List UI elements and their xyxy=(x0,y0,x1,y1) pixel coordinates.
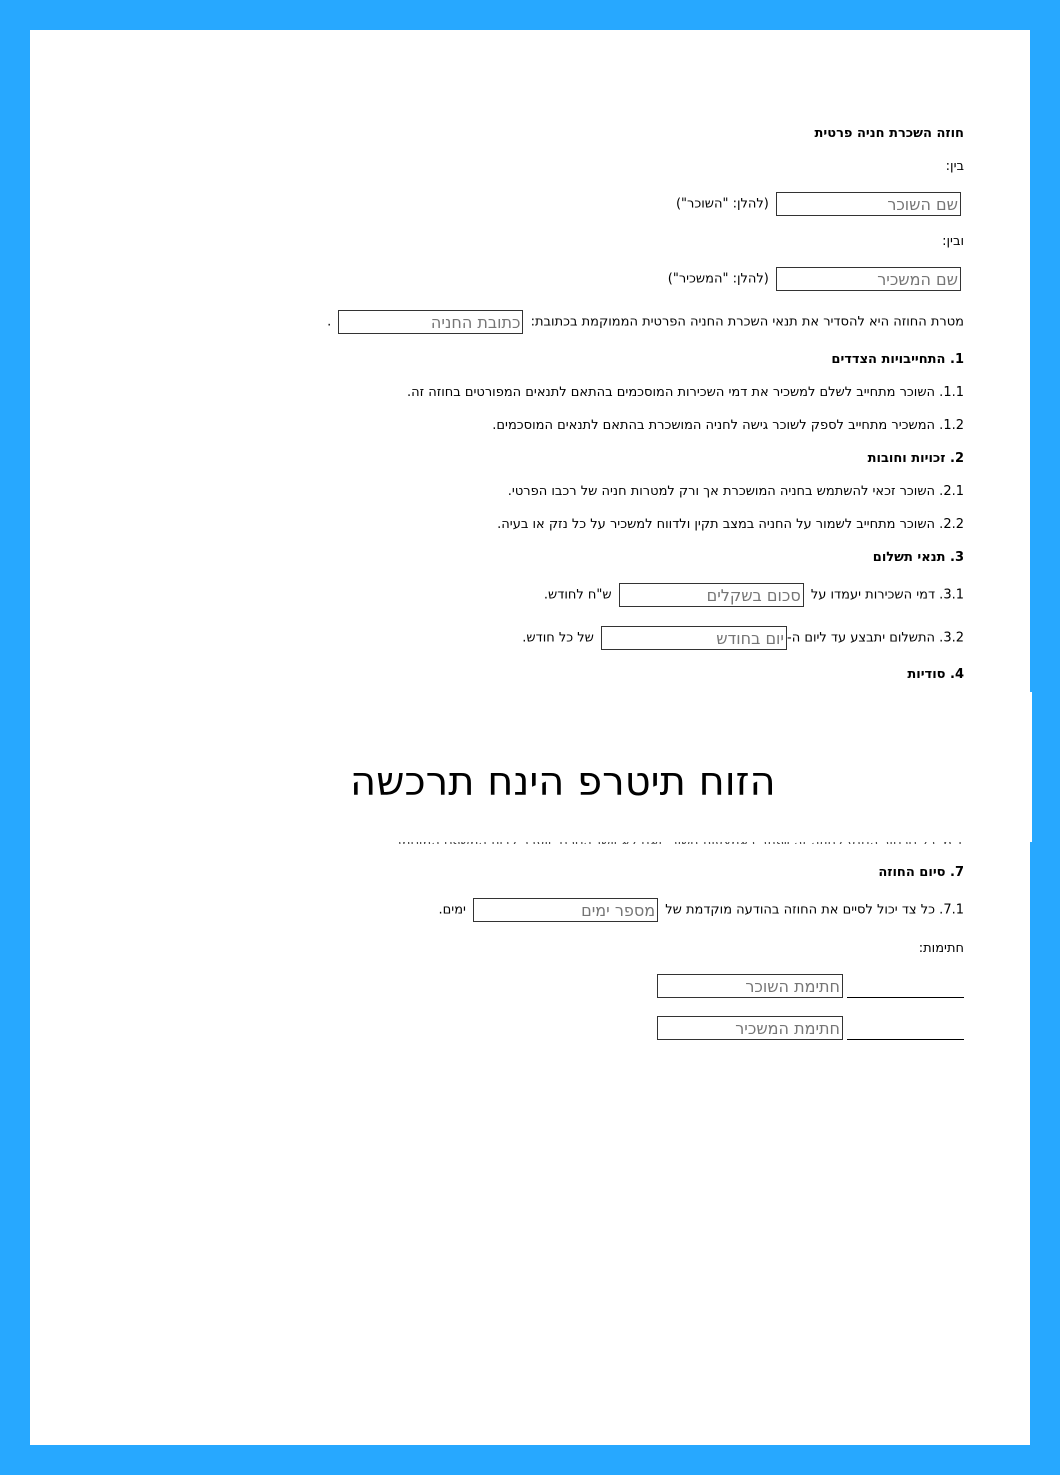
clause-3-1 xyxy=(544,583,964,607)
lessor-line xyxy=(668,267,964,291)
purpose-end: . xyxy=(327,314,332,330)
clause-3-2 xyxy=(522,626,964,650)
clause-2-2: 2.2. השוכר מתחייב לשמור על החניה במצב תקין ולדווח למשכיר על כל נזק או בעיה. xyxy=(497,517,964,532)
renter-signature-input[interactable] xyxy=(657,974,843,998)
section-4-heading: 4. סודיות xyxy=(907,667,964,682)
clause-1-1: 1.1. השוכר מתחייב לשלם למשכיר את דמי השכירות המוסכמים בהתאם לתנאים המפורטים בחוזה זה. xyxy=(406,385,964,400)
renter-name-input[interactable] xyxy=(776,192,961,216)
clause-7-1-before: 7.1. כל צד יכול לסיים את החוזה בהודעה מוקדמת של xyxy=(665,902,964,918)
clause-2-1: 2.1. השוכר זכאי להשתמש בחניה המושכרת אך ורק למטרות חניה של רכבו הפרטי. xyxy=(507,484,964,499)
clause-7-1-after: ימים. xyxy=(438,902,466,918)
parking-address-input[interactable] xyxy=(338,310,523,334)
clause-1-2: 1.2. המשכיר מתחייב לספק לשוכר גישה לחניה המושכרת בהתאם לתנאים המוסכמים. xyxy=(492,418,964,433)
lessor-signature-row xyxy=(657,1016,964,1040)
lessor-name-input[interactable] xyxy=(776,267,961,291)
section-1-heading: 1. התחייבויות הצדדים xyxy=(831,352,964,367)
lessor-signature-input[interactable] xyxy=(657,1016,843,1040)
payment-day-input[interactable] xyxy=(601,626,787,650)
renter-suffix: (להלן: "השוכר") xyxy=(675,196,769,212)
purpose-text: מטרת החוזה היא להסדיר את תנאי השכרת החניה הפרטית הממוקמת בכתובת: xyxy=(530,314,964,330)
rent-amount-input[interactable] xyxy=(619,583,804,607)
between-label: בין: xyxy=(945,159,964,174)
lessor-suffix: (להלן: "המשכיר") xyxy=(667,271,769,287)
section-2-heading: 2. זכויות וחובות xyxy=(867,451,964,466)
clause-3-1-after: ש"ח לחודש. xyxy=(543,587,612,603)
clause-3-2-before: 3.2. התשלום יתבצע עד ליום ה- xyxy=(787,630,964,646)
section-7-heading: 7. סיום החוזה xyxy=(878,865,964,880)
section-3-heading: 3. תנאי תשלום xyxy=(872,550,964,565)
and-between-label: ובין: xyxy=(942,234,964,249)
purpose-line xyxy=(327,310,964,334)
renter-signature-line xyxy=(847,983,964,998)
document-page xyxy=(30,30,1030,1445)
notice-days-input[interactable] xyxy=(473,898,658,922)
clause-3-1-before: 3.1. דמי השכירות יעמדו על xyxy=(810,587,964,603)
overlay-title: הזוח תיטרפ הינח תרכשה xyxy=(350,759,776,805)
renter-signature-row xyxy=(657,974,964,998)
clause-3-2-after: של כל חודש. xyxy=(522,630,594,646)
document-title: חוזה השכרת חניה פרטית xyxy=(814,126,964,141)
signatures-label: חתימות: xyxy=(918,941,964,956)
clause-7-1 xyxy=(439,898,964,922)
lessor-signature-line xyxy=(847,1025,964,1040)
renter-line xyxy=(676,192,964,216)
